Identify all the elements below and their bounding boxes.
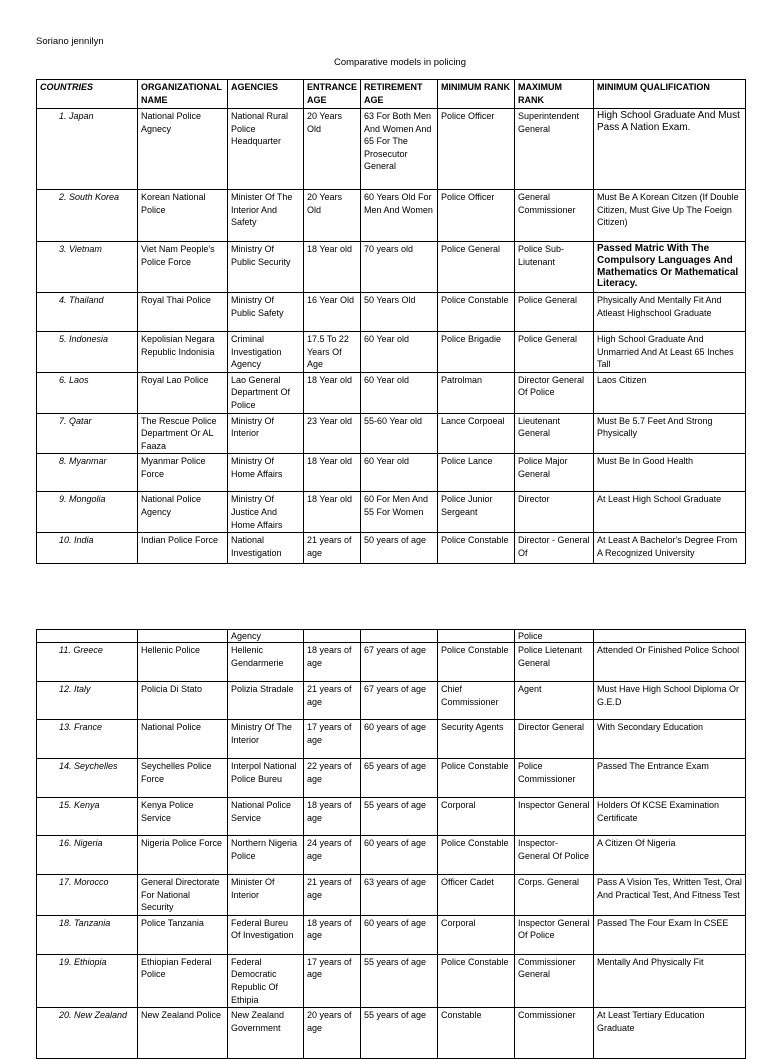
header-maximum-rank: MAXIMUM RANK xyxy=(515,80,594,109)
cell-country: 12. Italy xyxy=(37,682,138,720)
cell-max-rank: Police Major General xyxy=(515,454,594,492)
cell-entrance-age: 18 Year old xyxy=(304,454,361,492)
cell-min-rank: Chief Commissioner xyxy=(438,682,515,720)
table-row xyxy=(37,954,746,1007)
cell-org: Viet Nam People's Police Force xyxy=(138,242,228,293)
cell-country: 19. Ethiopia xyxy=(37,954,138,1007)
cell-agency: Ministry Of The Interior xyxy=(228,720,304,759)
cell-agency: Northern Nigeria Police xyxy=(228,836,304,875)
cell-min-rank: Officer Cadet xyxy=(438,875,515,916)
cell-min-rank: Police Constable xyxy=(438,643,515,682)
cell-agency: New Zealand Government xyxy=(228,1008,304,1059)
cell-entrance-age: 21 years of age xyxy=(304,533,361,564)
table-row xyxy=(37,492,746,533)
cell-retirement-age: 55 years of age xyxy=(361,954,438,1007)
cell-org: Indian Police Force xyxy=(138,533,228,564)
cell-country: 9. Mongolia xyxy=(37,492,138,533)
cell-retirement-age: 60 years of age xyxy=(361,836,438,875)
cell-entrance-age: 18 years of age xyxy=(304,643,361,682)
cell-org: Nigeria Police Force xyxy=(138,836,228,875)
cell-qualification: Mentally And Physically Fit xyxy=(594,954,746,1007)
cell-country: 1. Japan xyxy=(37,109,138,190)
cell-org: New Zealand Police xyxy=(138,1008,228,1059)
cell-max-rank: Inspector-General Of Police xyxy=(515,836,594,875)
cell-country: 18. Tanzania xyxy=(37,915,138,954)
cell-retirement-age: 60 Year old xyxy=(361,454,438,492)
header-countries: COUNTRIES xyxy=(37,80,138,109)
cell-qualification: At Least A Bachelor's Degree From A Recognized University xyxy=(594,533,746,564)
cell-org: Policia Di Stato xyxy=(138,682,228,720)
cell-retirement-age: 65 years of age xyxy=(361,759,438,798)
cell-org: Korean National Police xyxy=(138,190,228,242)
cell-entrance-age: 20 Years Old xyxy=(304,109,361,190)
cell-country: 7. Qatar xyxy=(37,413,138,454)
table-row xyxy=(37,798,746,836)
cell-retirement-age: 50 years of age xyxy=(361,533,438,564)
cell-entrance-age: 18 years of age xyxy=(304,798,361,836)
cell-agency: Minister Of Interior xyxy=(228,875,304,916)
cell-entrance-age: 20 Years Old xyxy=(304,190,361,242)
cell-max-rank: Police xyxy=(515,630,594,643)
cell-retirement-age: 60 years of age xyxy=(361,915,438,954)
cell-agency: Ministry Of Public Safety xyxy=(228,293,304,332)
cell-org: General Directorate For National Security xyxy=(138,875,228,916)
cell-retirement-age: 50 Years Old xyxy=(361,293,438,332)
header-agencies: AGENCIES xyxy=(228,80,304,109)
cell-max-rank: Director xyxy=(515,492,594,533)
cell-qualification: Attended Or Finished Police School xyxy=(594,643,746,682)
table-row xyxy=(37,332,746,373)
cell-max-rank: Lieutenant General xyxy=(515,413,594,454)
table-row xyxy=(37,372,746,413)
cell-min-rank: Corporal xyxy=(438,798,515,836)
table-row xyxy=(37,759,746,798)
cell-qualification: Must Be In Good Health xyxy=(594,454,746,492)
cell-country: 11. Greece xyxy=(37,643,138,682)
cell-agency: National Investigation xyxy=(228,533,304,564)
cell-agency: National Police Service xyxy=(228,798,304,836)
cell-max-rank: Police General xyxy=(515,293,594,332)
cell-min-rank: Police Constable xyxy=(438,293,515,332)
table-row xyxy=(37,109,746,190)
table-row xyxy=(37,293,746,332)
cell-max-rank: Director - General Of xyxy=(515,533,594,564)
table-row xyxy=(37,1008,746,1059)
table-row xyxy=(37,533,746,564)
author-name: Soriano jennilyn xyxy=(36,36,104,47)
cell-max-rank: General Commissioner xyxy=(515,190,594,242)
cell-qualification: High School Graduate And Unmarried And At Least 65 Inches Tall xyxy=(594,332,746,373)
cell-qualification: A Citizen Of Nigeria xyxy=(594,836,746,875)
cell-agency: Hellenic Gendarmerie xyxy=(228,643,304,682)
cell-qualification: Passed The Four Exam In CSEE xyxy=(594,915,746,954)
cell-country: 14. Seychelles xyxy=(37,759,138,798)
cell-qualification: At Least High School Graduate xyxy=(594,492,746,533)
cell-min-rank: Lance Corpoeal xyxy=(438,413,515,454)
cell-entrance-age: 24 years of age xyxy=(304,836,361,875)
cell-retirement-age: 55 years of age xyxy=(361,798,438,836)
cell-max-rank: Police General xyxy=(515,332,594,373)
cell-retirement-age: 60 For Men And 55 For Women xyxy=(361,492,438,533)
table-row xyxy=(37,454,746,492)
table-row xyxy=(37,720,746,759)
header-minimum-qualification: MINIMUM QUALIFICATION xyxy=(594,80,746,109)
cell-country: 20. New Zealand xyxy=(37,1008,138,1059)
header-retirement-age: RETIREMENT AGE xyxy=(361,80,438,109)
cell-agency: Polizia Stradale xyxy=(228,682,304,720)
cell-agency: Minister Of The Interior And Safety xyxy=(228,190,304,242)
cell-retirement-age: 60 Year old xyxy=(361,332,438,373)
cell-country: 10. India xyxy=(37,533,138,564)
cell-retirement-age: 60 years of age xyxy=(361,720,438,759)
policing-table-page-2 xyxy=(36,629,746,1059)
cell-max-rank: Inspector General xyxy=(515,798,594,836)
cell-org: National Police Agnecy xyxy=(138,109,228,190)
cell-qualification: Laos Citizen xyxy=(594,372,746,413)
cell-org: Kepolisian Negara Republic Indonisia xyxy=(138,332,228,373)
cell-min-rank: Security Agents xyxy=(438,720,515,759)
cell-entrance-age: 18 Year old xyxy=(304,372,361,413)
document-title: Comparative models in policing xyxy=(333,57,466,68)
cell-agency: Ministry Of Justice And Home Affairs xyxy=(228,492,304,533)
cell-max-rank: Police Lietenant General xyxy=(515,643,594,682)
cell-agency: Ministry Of Public Security xyxy=(228,242,304,293)
cell-min-rank: Police General xyxy=(438,242,515,293)
table-row xyxy=(37,643,746,682)
cell-org: Royal Lao Police xyxy=(138,372,228,413)
cell-min-rank: Corporal xyxy=(438,915,515,954)
cell-qualification: Passed Matric With The Compulsory Languages And Mathematics Or Mathematical Literacy. xyxy=(594,242,746,293)
cell-retirement-age: 67 years of age xyxy=(361,682,438,720)
cell-entrance-age: 21 years of age xyxy=(304,875,361,916)
cell-country: 4. Thailand xyxy=(37,293,138,332)
cell-agency: National Rural Police Headquarter xyxy=(228,109,304,190)
cell-agency: Lao General Department Of Police xyxy=(228,372,304,413)
cell-agency: Ministry Of Interior xyxy=(228,413,304,454)
cell-country: 6. Laos xyxy=(37,372,138,413)
cell-agency: Federal Bureu Of Investigation xyxy=(228,915,304,954)
cell-entrance-age: 17 years of age xyxy=(304,720,361,759)
cell-max-rank: Police Sub-Liutenant xyxy=(515,242,594,293)
cell-max-rank: Police Commissioner xyxy=(515,759,594,798)
cell-max-rank: Commissioner General xyxy=(515,954,594,1007)
cell-org: National Police Agency xyxy=(138,492,228,533)
cell-entrance-age: 22 years of age xyxy=(304,759,361,798)
table-row xyxy=(37,836,746,875)
cell-retirement-age: 63 years of age xyxy=(361,875,438,916)
cell-agency: Criminal Investigation Agency xyxy=(228,332,304,373)
cell-max-rank: Inspector General Of Police xyxy=(515,915,594,954)
cell-agency: Ministry Of Home Affairs xyxy=(228,454,304,492)
cell-entrance-age: 20 years of age xyxy=(304,1008,361,1059)
cell-entrance-age: 18 Year old xyxy=(304,242,361,293)
cell-min-rank: Constable xyxy=(438,1008,515,1059)
cell-qualification: Pass A Vision Tes, Written Test, Oral And Practical Test, And Fitness Test xyxy=(594,875,746,916)
cell-agency: Agency xyxy=(228,630,304,643)
header-organizational-name: ORGANIZATIONAL NAME xyxy=(138,80,228,109)
cell-qualification: At Least Tertiary Education Graduate xyxy=(594,1008,746,1059)
cell-max-rank: Director General xyxy=(515,720,594,759)
cell-retirement-age: 70 years old xyxy=(361,242,438,293)
cell-retirement-age: 67 years of age xyxy=(361,643,438,682)
cell-country: 8. Myanmar xyxy=(37,454,138,492)
cell-org: Royal Thai Police xyxy=(138,293,228,332)
cell-min-rank: Police Constable xyxy=(438,533,515,564)
table-row xyxy=(37,915,746,954)
cell-min-rank: Police Officer xyxy=(438,190,515,242)
cell-retirement-age: 60 Year old xyxy=(361,372,438,413)
cell-org: Hellenic Police xyxy=(138,643,228,682)
cell-entrance-age: 18 years of age xyxy=(304,915,361,954)
header-entrance-age: ENTRANCE AGE xyxy=(304,80,361,109)
cell-retirement-age: 60 Years Old For Men And Women xyxy=(361,190,438,242)
cell-qualification: Must Be 5.7 Feet And Strong Physically xyxy=(594,413,746,454)
cell-qualification: Must Have High School Diploma Or G.E.D xyxy=(594,682,746,720)
cell-min-rank: Police Junior Sergeant xyxy=(438,492,515,533)
cell-min-rank: Police Constable xyxy=(438,954,515,1007)
cell-agency: Federal Democratic Republic Of Ethipia xyxy=(228,954,304,1007)
continuation-row xyxy=(37,630,746,643)
cell-entrance-age: 18 Year old xyxy=(304,492,361,533)
header-minimum-rank: MINIMUM RANK xyxy=(438,80,515,109)
policing-table-page-1 xyxy=(36,79,746,564)
table-row xyxy=(37,413,746,454)
table-row xyxy=(37,190,746,242)
cell-entrance-age: 16 Year Old xyxy=(304,293,361,332)
table-row xyxy=(37,875,746,916)
cell-qualification: Must Be A Korean Citzen (If Double Citizen, Must Give Up The Foeign Citizen) xyxy=(594,190,746,242)
cell-min-rank: Police Constable xyxy=(438,836,515,875)
table-row xyxy=(37,242,746,293)
cell-max-rank: Superintendent General xyxy=(515,109,594,190)
cell-min-rank: Police Lance xyxy=(438,454,515,492)
cell-org: Seychelles Police Force xyxy=(138,759,228,798)
cell-org: National Police xyxy=(138,720,228,759)
cell-qualification: With Secondary Education xyxy=(594,720,746,759)
cell-max-rank: Agent xyxy=(515,682,594,720)
cell-retirement-age: 63 For Both Men And Women And 65 For The Prosecutor General xyxy=(361,109,438,190)
cell-country: 2. South Korea xyxy=(37,190,138,242)
cell-min-rank: Police Constable xyxy=(438,759,515,798)
cell-qualification: Passed The Entrance Exam xyxy=(594,759,746,798)
cell-country: 13. France xyxy=(37,720,138,759)
cell-max-rank: Director General Of Police xyxy=(515,372,594,413)
cell-max-rank: Commissioner xyxy=(515,1008,594,1059)
cell-country: 3. Vietnam xyxy=(37,242,138,293)
cell-min-rank: Patrolman xyxy=(438,372,515,413)
cell-retirement-age: 55-60 Year old xyxy=(361,413,438,454)
cell-entrance-age: 17.5 To 22 Years Of Age xyxy=(304,332,361,373)
cell-agency: Interpol National Police Bureu xyxy=(228,759,304,798)
cell-min-rank: Police Officer xyxy=(438,109,515,190)
cell-entrance-age: 17 years of age xyxy=(304,954,361,1007)
cell-org: Kenya Police Service xyxy=(138,798,228,836)
cell-org: Ethiopian Federal Police xyxy=(138,954,228,1007)
table-row xyxy=(37,682,746,720)
cell-country: 17. Morocco xyxy=(37,875,138,916)
cell-qualification: Holders Of KCSE Examination Certificate xyxy=(594,798,746,836)
cell-org: The Rescue Police Department Or AL Faaza xyxy=(138,413,228,454)
cell-org: Myanmar Police Force xyxy=(138,454,228,492)
cell-country: 16. Nigeria xyxy=(37,836,138,875)
cell-retirement-age: 55 years of age xyxy=(361,1008,438,1059)
cell-org: Police Tanzania xyxy=(138,915,228,954)
cell-max-rank: Corps. General xyxy=(515,875,594,916)
cell-min-rank: Police Brigadie xyxy=(438,332,515,373)
cell-entrance-age: 23 Year old xyxy=(304,413,361,454)
cell-entrance-age: 21 years of age xyxy=(304,682,361,720)
cell-country: 15. Kenya xyxy=(37,798,138,836)
cell-country: 5. Indonesia xyxy=(37,332,138,373)
cell-qualification: High School Graduate And Must Pass A Nation Exam. xyxy=(594,109,746,190)
cell-qualification: Physically And Mentally Fit And Atleast Highschool Graduate xyxy=(594,293,746,332)
